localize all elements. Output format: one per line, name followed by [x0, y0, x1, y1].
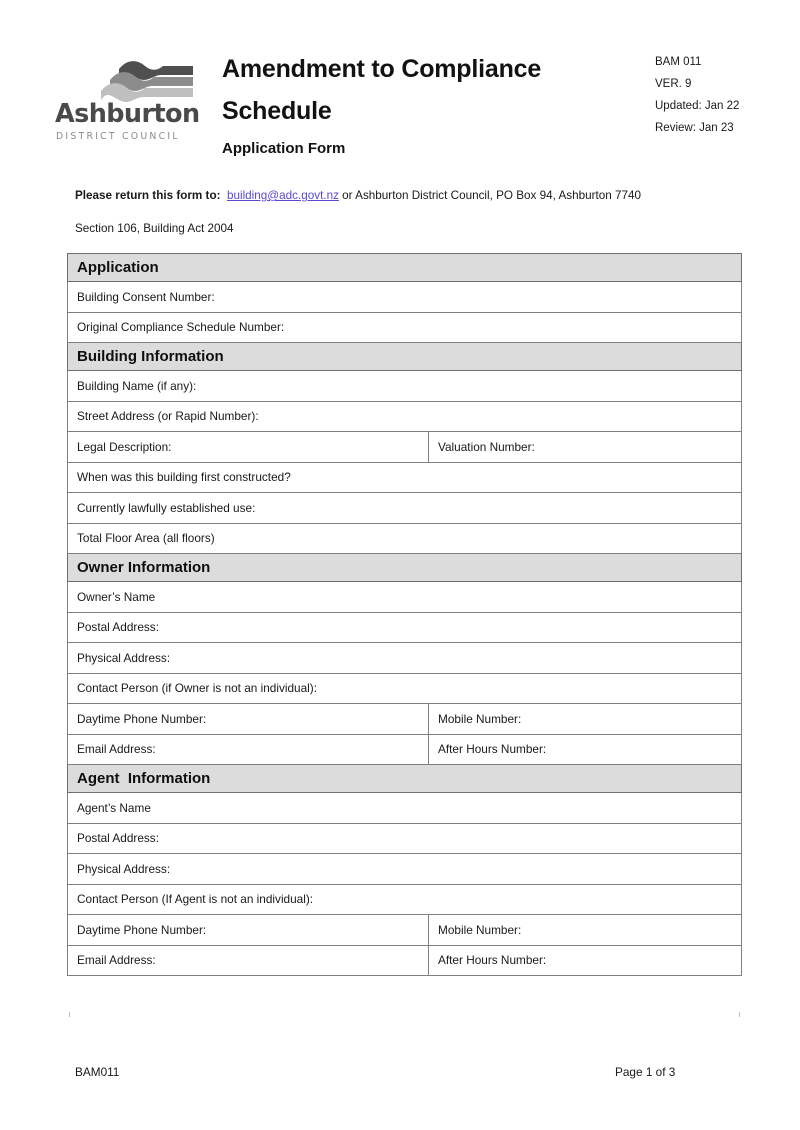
field-street-address[interactable]: Street Address (or Rapid Number): — [68, 401, 742, 432]
table-row — [68, 371, 742, 402]
table-row — [68, 823, 742, 854]
table-row — [68, 945, 742, 976]
field-owner-daytime-phone[interactable]: Daytime Phone Number: — [68, 704, 429, 735]
table-row — [68, 915, 742, 946]
field-building-consent-number[interactable]: Building Consent Number: — [68, 282, 742, 313]
document-title-line-2: Schedule — [222, 97, 332, 125]
return-label: Please return this form to: — [75, 189, 221, 202]
document-header — [0, 40, 800, 170]
table-row — [68, 523, 742, 554]
field-owner-name[interactable]: Owner’s Name — [68, 582, 742, 613]
page-title — [222, 48, 622, 158]
field-valuation-number[interactable]: Valuation Number: — [429, 432, 742, 463]
table-row — [68, 854, 742, 885]
field-owner-email-address[interactable]: Email Address: — [68, 734, 429, 765]
table-row — [68, 582, 742, 613]
field-agent-daytime-phone[interactable]: Daytime Phone Number: — [68, 915, 429, 946]
footer-tick-mark-left — [69, 1012, 70, 1017]
field-owner-after-hours-number[interactable]: After Hours Number: — [429, 734, 742, 765]
logo-subtitle: DISTRICT COUNCIL — [56, 130, 180, 142]
document-metadata — [655, 51, 795, 139]
metadata-updated: Updated: Jan 22 — [655, 100, 740, 112]
metadata-code: BAM 011 — [655, 56, 702, 68]
document-subtitle: Application Form — [222, 140, 346, 157]
section-header-building-information — [68, 343, 742, 371]
table-row — [68, 401, 742, 432]
field-legal-description[interactable]: Legal Description: — [68, 432, 429, 463]
return-email-link[interactable]: building@adc.govt.nz — [226, 189, 339, 202]
field-total-floor-area[interactable]: Total Floor Area (all floors) — [68, 523, 742, 554]
table-row — [68, 884, 742, 915]
field-agent-mobile-number[interactable]: Mobile Number: — [429, 915, 742, 946]
table-row — [68, 793, 742, 824]
section-header-application — [68, 254, 742, 282]
footer-page-number: Page 1 of 3 — [615, 1065, 676, 1079]
field-owner-mobile-number[interactable]: Mobile Number: — [429, 704, 742, 735]
field-agent-name[interactable]: Agent’s Name — [68, 793, 742, 824]
logo-wordmark — [55, 99, 200, 142]
section-header-agent-information — [68, 765, 742, 793]
return-address-text: or Ashburton District Council, PO Box 94, Ashburton 7740 — [338, 189, 642, 202]
field-agent-postal-address[interactable]: Postal Address: — [68, 823, 742, 854]
application-form-table — [67, 253, 742, 976]
table-row — [68, 432, 742, 463]
table-row — [68, 734, 742, 765]
ashburton-district-council-logo — [55, 60, 200, 148]
field-agent-contact-person[interactable]: Contact Person (If Agent is not an individual): — [68, 884, 742, 915]
section-header-owner-information-label: Owner Information — [68, 554, 742, 582]
table-row — [68, 704, 742, 735]
table-row — [68, 493, 742, 524]
field-agent-email-address[interactable]: Email Address: — [68, 945, 429, 976]
table-row — [68, 643, 742, 674]
section-header-building-information-label: Building Information — [68, 343, 742, 371]
document-title-line-1: Amendment to Compliance — [222, 55, 542, 83]
field-owner-contact-person[interactable]: Contact Person (if Owner is not an individual): — [68, 673, 742, 704]
table-row — [68, 612, 742, 643]
footer-document-code: BAM011 — [75, 1065, 120, 1079]
field-agent-after-hours-number[interactable]: After Hours Number: — [429, 945, 742, 976]
field-owner-postal-address[interactable]: Postal Address: — [68, 612, 742, 643]
table-row — [68, 462, 742, 493]
field-original-compliance-schedule-number[interactable]: Original Compliance Schedule Number: — [68, 312, 742, 343]
field-first-constructed[interactable]: When was this building first constructed? — [68, 462, 742, 493]
field-agent-physical-address[interactable]: Physical Address: — [68, 854, 742, 885]
field-building-name[interactable]: Building Name (if any): — [68, 371, 742, 402]
table-row — [68, 282, 742, 313]
field-owner-physical-address[interactable]: Physical Address: — [68, 643, 742, 674]
metadata-review: Review: Jan 23 — [655, 122, 734, 134]
statute-reference: Section 106, Building Act 2004 — [75, 222, 234, 235]
section-header-agent-information-label: Agent Information — [68, 765, 742, 793]
table-row — [68, 312, 742, 343]
return-instructions — [75, 188, 641, 203]
section-header-owner-information — [68, 554, 742, 582]
footer-tick-mark-right — [739, 1012, 740, 1017]
table-row — [68, 673, 742, 704]
section-header-application-label: Application — [68, 254, 742, 282]
metadata-version: VER. 9 — [655, 78, 692, 90]
field-lawfully-established-use[interactable]: Currently lawfully established use: — [68, 493, 742, 524]
logo-name: Ashburton — [55, 99, 200, 129]
